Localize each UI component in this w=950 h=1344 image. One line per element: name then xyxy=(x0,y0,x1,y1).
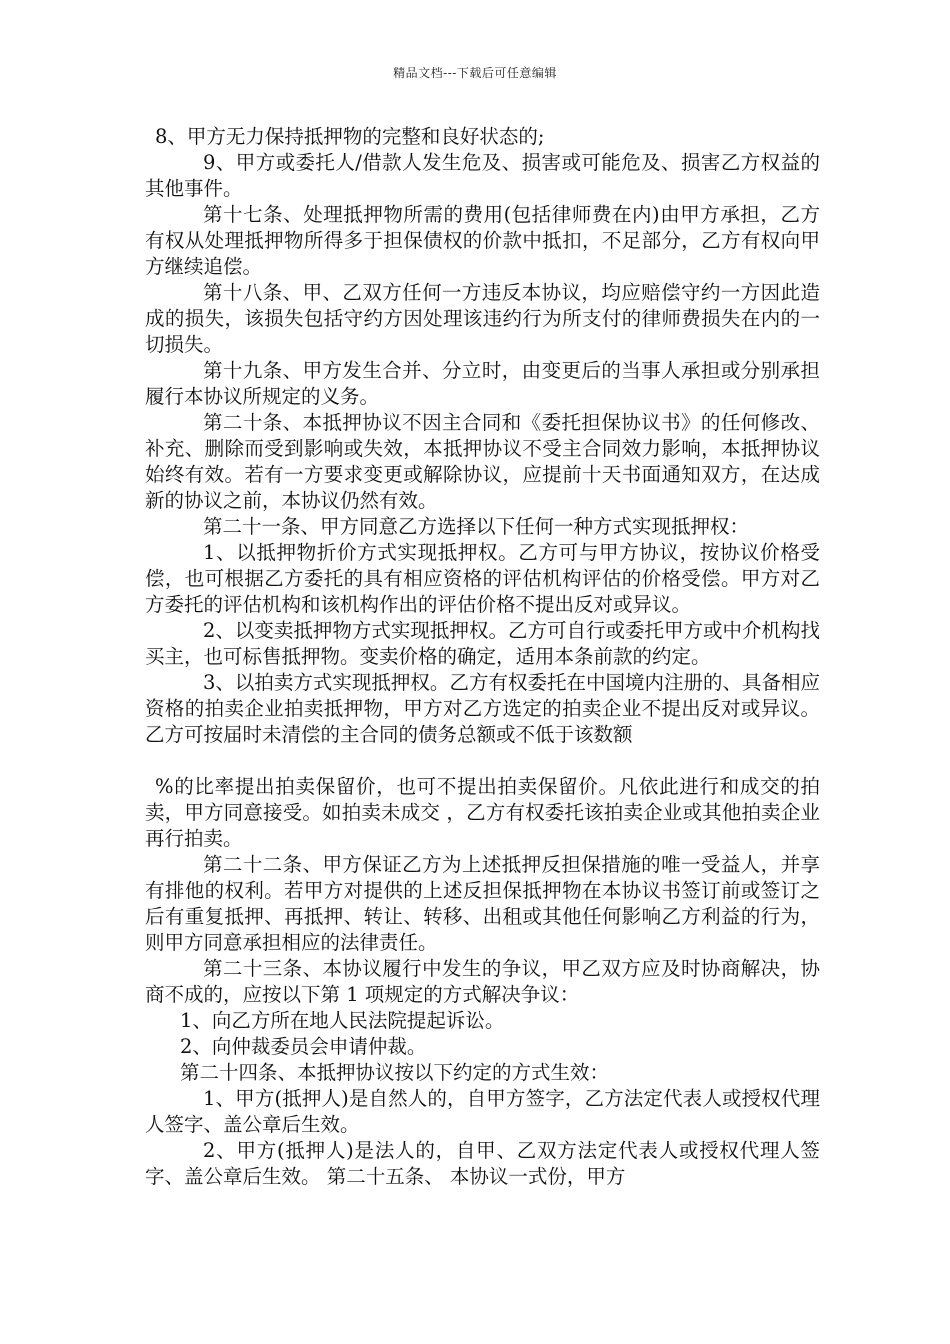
article-24-item-1: 1、甲方(抵押人)是自然人的，自甲方签字，乙方法定代表人或授权代理人签字、盖公章后生效。 xyxy=(145,1087,820,1136)
article-21-item-2: 2、以变卖抵押物方式实现抵押权。乙方可自行或委托甲方或中介机构找买主，也可标售抵押物。变卖价格的确定，适用本条前款的约定。 xyxy=(145,619,820,668)
clause-item-9: 9、甲方或委托人/借款人发生危及、损害或可能危及、损害乙方权益的其他事件。 xyxy=(145,151,820,200)
page-header: 精品文档---下载后可任意编辑 xyxy=(393,66,557,80)
article-21: 第二十一条、甲方同意乙方选择以下任何一种方式实现抵押权： xyxy=(203,515,750,538)
article-24: 第二十四条、本抵押协议按以下约定的方式生效： xyxy=(180,1061,610,1084)
article-23: 第二十三条、本协议履行中发生的争议，甲乙双方应及时协商解决，协商不成的，应按以下第 1 项规定的方式解决争议： xyxy=(145,957,820,1006)
article-24-item-2: 2、甲方(抵押人)是法人的，自甲、乙双方法定代表人或授权代理人签字、盖公章后生效。 第二十五条、 本协议一式份，甲方 xyxy=(145,1139,820,1188)
article-23-item-2: 2、向仲裁委员会申请仲裁。 xyxy=(180,1035,427,1058)
article-22: 第二十二条、甲方保证乙方为上述抵押反担保措施的唯一受益人，并享有排他的权利。若甲方对提供的上述反担保抵押物在本协议书签订前或签订之后有重复抵押、再抵押、转让、转移、出租或其他任何影响乙方利益的行为，则甲方同意承担相应的法律责任。 xyxy=(145,853,820,954)
clause-item-8: 8、甲方无力保持抵押物的完整和良好状态的; xyxy=(155,125,545,148)
paragraph-gap xyxy=(145,748,820,774)
document-body xyxy=(145,124,820,1190)
article-17: 第十七条、处理抵押物所需的费用(包括律师费在内)由甲方承担，乙方有权从处理抵押物所得多于担保债权的价款中抵扣，不足部分，乙方有权向甲方继续追偿。 xyxy=(145,203,820,278)
article-21-item-3: 3、以拍卖方式实现抵押权。乙方有权委托在中国境内注册的、具备相应资格的拍卖企业拍卖抵押物，甲方对乙方选定的拍卖企业不提出反对或异议。乙方可按届时未清偿的主合同的债务总额或不低于该数额 xyxy=(145,671,820,746)
article-23-item-1: 1、向乙方所在地人民法院提起诉讼。 xyxy=(180,1009,505,1032)
article-20: 第二十条、本抵押协议不因主合同和《委托担保协议书》的任何修改、补充、删除而受到影响或失效，本抵押协议不受主合同效力影响，本抵押协议始终有效。若有一方要求变更或解除协议，应提前十天书面通知双方，在达成新的协议之前，本协议仍然有效。 xyxy=(145,411,820,512)
article-18: 第十八条、甲、乙双方任何一方违反本协议，均应赔偿守约一方因此造成的损失，该损失包括守约方因处理该违约行为所支付的律师费损失在内的一切损失。 xyxy=(145,281,820,356)
article-21-item-1: 1、以抵押物折价方式实现抵押权。乙方可与甲方协议，按协议价格受偿，也可根据乙方委托的具有相应资格的评估机构评估的价格受偿。甲方对乙方委托的评估机构和该机构作出的评估价格不提出反对或异议。 xyxy=(145,541,820,616)
article-19: 第十九条、甲方发生合并、分立时，由变更后的当事人承担或分别承担履行本协议所规定的义务。 xyxy=(145,359,820,408)
article-21-item-3-continued: %的比率提出拍卖保留价，也可不提出拍卖保留价。凡依此进行和成交的拍卖，甲方同意接受。如拍卖未成交 ，乙方有权委托该拍卖企业或其他拍卖企业再行拍卖。 xyxy=(145,775,820,850)
